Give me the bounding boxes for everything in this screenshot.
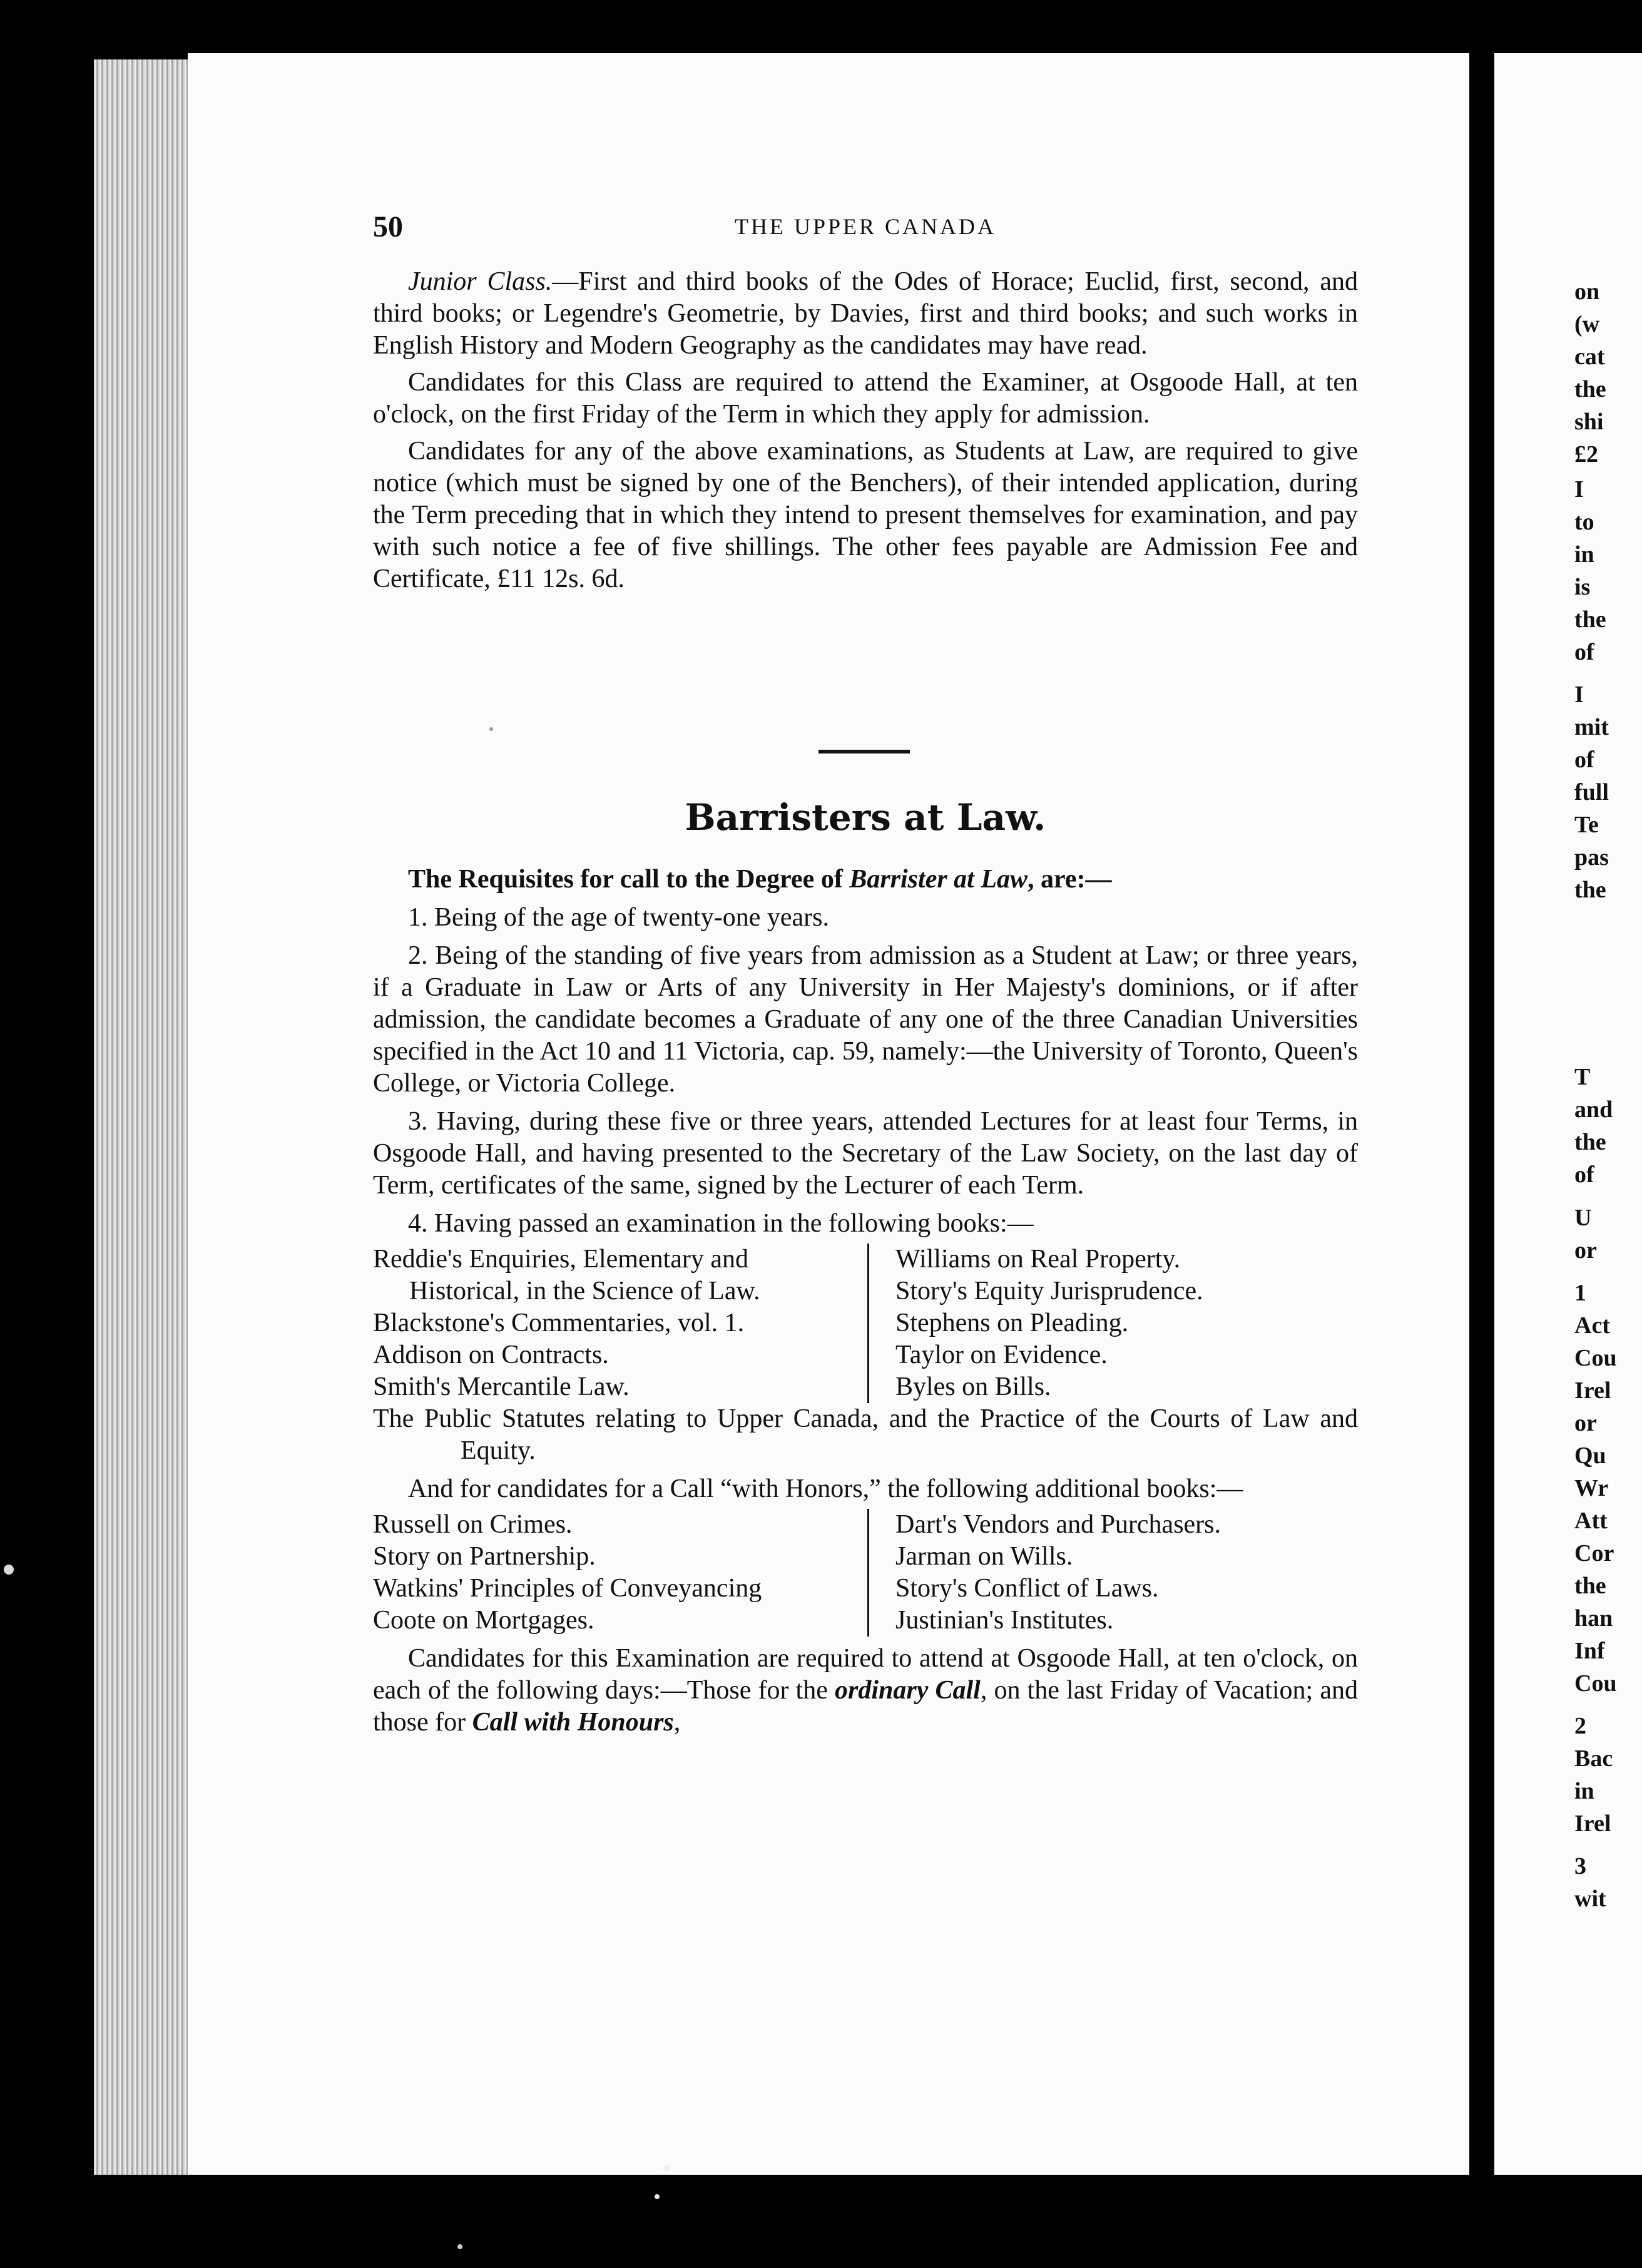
section-title: Barristers at Law. bbox=[685, 796, 1046, 839]
book-item: Smith's Mercantile Law. bbox=[373, 1372, 630, 1401]
closing-part-2: , on the last Friday of Vacation; and those for bbox=[373, 1676, 1358, 1737]
right-page-word-fragment: Cou bbox=[1574, 1345, 1617, 1371]
right-page-word-fragment: of bbox=[1574, 747, 1594, 773]
right-page-word-fragment: Cou bbox=[1574, 1670, 1617, 1697]
closing-italic-1: ordinary Call bbox=[835, 1676, 981, 1705]
closing-part-3: , bbox=[673, 1708, 681, 1737]
book-item: Jarman on Wills. bbox=[895, 1542, 1073, 1571]
right-page-word-fragment: I bbox=[1574, 476, 1584, 503]
right-page-word-fragment: to bbox=[1574, 509, 1594, 535]
right-page-word-fragment: I bbox=[1574, 682, 1584, 708]
paragraph-candidates-class: Candidates for this Class are required to attend the Examiner, at Osgoode Hall, at ten o'clock, on the first Friday of the Term in which they apply for admission. bbox=[373, 368, 1358, 429]
book-item: Justinian's Institutes. bbox=[895, 1606, 1114, 1635]
book-item: Taylor on Evidence. bbox=[895, 1341, 1108, 1369]
book-item: Williams on Real Property. bbox=[895, 1245, 1181, 1274]
honors-intro: And for candidates for a Call “with Honors,” the following additional books:— bbox=[408, 1474, 1243, 1503]
paragraph-candidates-any: Candidates for any of the above examinations, as Students at Law, are required to give notice (which must be signed by one of the Benchers), of their intended application, during the Term preceding that in which they intend to present themselves for examination, and pay with such notice a fee of five shillings. The other fees payable are Admission Fee and Certificate, £11 12s. 6d. bbox=[373, 437, 1358, 593]
right-page-word-fragment: of bbox=[1574, 1162, 1594, 1188]
page-number: 50 bbox=[373, 210, 403, 243]
right-page-word-fragment: £2 bbox=[1574, 441, 1598, 467]
junior-class-lead: Junior Class. bbox=[408, 267, 553, 296]
right-page-word-fragment: 3 bbox=[1574, 1853, 1586, 1879]
right-page-word-fragment: the bbox=[1574, 1573, 1606, 1599]
closing-part-1: Candidates for this Examination are required to attend at Osgoode Hall, at ten o'clock, on each of the following days:—Those for the bbox=[373, 1644, 1358, 1705]
right-page-word-fragment: Irel bbox=[1574, 1377, 1611, 1404]
right-page-word-fragment: han bbox=[1574, 1605, 1613, 1632]
right-page-word-fragment: T bbox=[1574, 1064, 1591, 1090]
right-page-word-fragment: wit bbox=[1574, 1886, 1606, 1912]
right-page-word-fragment: Te bbox=[1574, 812, 1599, 838]
book-item: Watkins' Principles of Conveyancing bbox=[373, 1574, 762, 1603]
right-page-word-fragment: the bbox=[1574, 1129, 1606, 1155]
requisite-item-4: 4. Having passed an examination in the following books:— bbox=[408, 1209, 1034, 1238]
public-statutes: The Public Statutes relating to Upper Canada, and the Practice of the Courts of Law and Equity. bbox=[373, 1404, 1358, 1465]
right-page-word-fragment: Cor bbox=[1574, 1540, 1614, 1566]
right-page-word-fragment: in bbox=[1574, 1778, 1594, 1804]
right-page-word-fragment: on bbox=[1574, 278, 1600, 305]
right-page-word-fragment: U bbox=[1574, 1205, 1592, 1231]
right-page-word-fragment: shi bbox=[1574, 409, 1604, 435]
right-page-word-fragment: the bbox=[1574, 606, 1606, 633]
right-page-word-fragment: 2 bbox=[1574, 1713, 1586, 1739]
right-page-word-fragment: Wr bbox=[1574, 1475, 1609, 1501]
book-item: Blackstone's Commentaries, vol. 1. bbox=[373, 1309, 745, 1337]
right-page-word-fragment: 1 bbox=[1574, 1280, 1586, 1306]
right-page-word-fragment: mit bbox=[1574, 714, 1609, 740]
book-item: Story's Equity Jurisprudence. bbox=[895, 1277, 1203, 1305]
right-page-word-fragment: or bbox=[1574, 1237, 1597, 1264]
book-item: Byles on Bills. bbox=[895, 1372, 1051, 1401]
right-page-word-fragment: the bbox=[1574, 877, 1606, 903]
right-page-word-fragment: is bbox=[1574, 574, 1591, 600]
book-item: Russell on Crimes. bbox=[373, 1510, 573, 1539]
requisites-intro-post: , are:— bbox=[1028, 865, 1112, 894]
right-page-word-fragment: (w bbox=[1574, 311, 1600, 337]
running-title: THE UPPER CANADA bbox=[734, 214, 997, 239]
book-item: Reddie's Enquiries, Elementary and Historical, in the Science of Law. bbox=[373, 1245, 760, 1305]
right-page-word-fragment: in bbox=[1574, 541, 1594, 568]
requisites-intro-italic: Barrister at Law bbox=[849, 865, 1028, 894]
right-page-word-fragment: of bbox=[1574, 639, 1594, 665]
book-item: Stephens on Pleading. bbox=[895, 1309, 1129, 1337]
requisite-item-3: 3. Having, during these five or three years, attended Lectures for at least four Terms, in Osgoode Hall, and having presented to the Secretary of the Law Society, on the last day of Term, certificates of the same, signed by the Lecturer of each Term. bbox=[373, 1107, 1358, 1200]
closing-italic-2: Call with Honours bbox=[472, 1708, 674, 1737]
right-page-word-fragment: pas bbox=[1574, 844, 1609, 871]
right-page-word-fragment: Inf bbox=[1574, 1638, 1605, 1664]
right-page-word-fragment: full bbox=[1574, 779, 1609, 805]
book-item: Story on Partnership. bbox=[373, 1542, 596, 1571]
requisite-item-2: 2. Being of the standing of five years from admission as a Student at Law; or three years, if a Graduate in Law or Arts of any University in Her Majesty's dominions, or if after admission, the candidate becomes a Graduate of any one of the three Canadian Universities specified in the Act 10 and 11 Victoria, cap. 59, namely:—the University of Toronto, Queen's College, or Victoria College. bbox=[373, 941, 1358, 1098]
right-page-word-fragment: Act bbox=[1574, 1312, 1610, 1339]
book-item: Story's Conflict of Laws. bbox=[895, 1574, 1159, 1603]
requisite-item-1: 1. Being of the age of twenty-one years. bbox=[408, 903, 829, 932]
book-item: Dart's Vendors and Purchasers. bbox=[895, 1510, 1221, 1539]
right-page-word-fragment: cat bbox=[1574, 344, 1605, 370]
right-page-word-fragment: the bbox=[1574, 376, 1606, 402]
right-page-word-fragment: Qu bbox=[1574, 1443, 1606, 1469]
book-item: Coote on Mortgages. bbox=[373, 1606, 594, 1635]
right-page-word-fragment: and bbox=[1574, 1096, 1613, 1123]
right-page-word-fragment: Irel bbox=[1574, 1811, 1611, 1837]
junior-class-text: —First and third books of the Odes of Horace; Euclid, first, second, and third books; or Legendre's Geometrie, by Davies, first and third books; and such works in English History and Modern Geography as the candidates may have read. bbox=[373, 267, 1358, 360]
right-page-word-fragment: Bac bbox=[1574, 1745, 1613, 1772]
right-page-word-fragment: or bbox=[1574, 1410, 1597, 1436]
right-page-word-fragment: Att bbox=[1574, 1508, 1608, 1534]
book-item: Addison on Contracts. bbox=[373, 1341, 609, 1369]
requisites-intro-pre: The Requisites for call to the Degree of bbox=[408, 865, 850, 894]
